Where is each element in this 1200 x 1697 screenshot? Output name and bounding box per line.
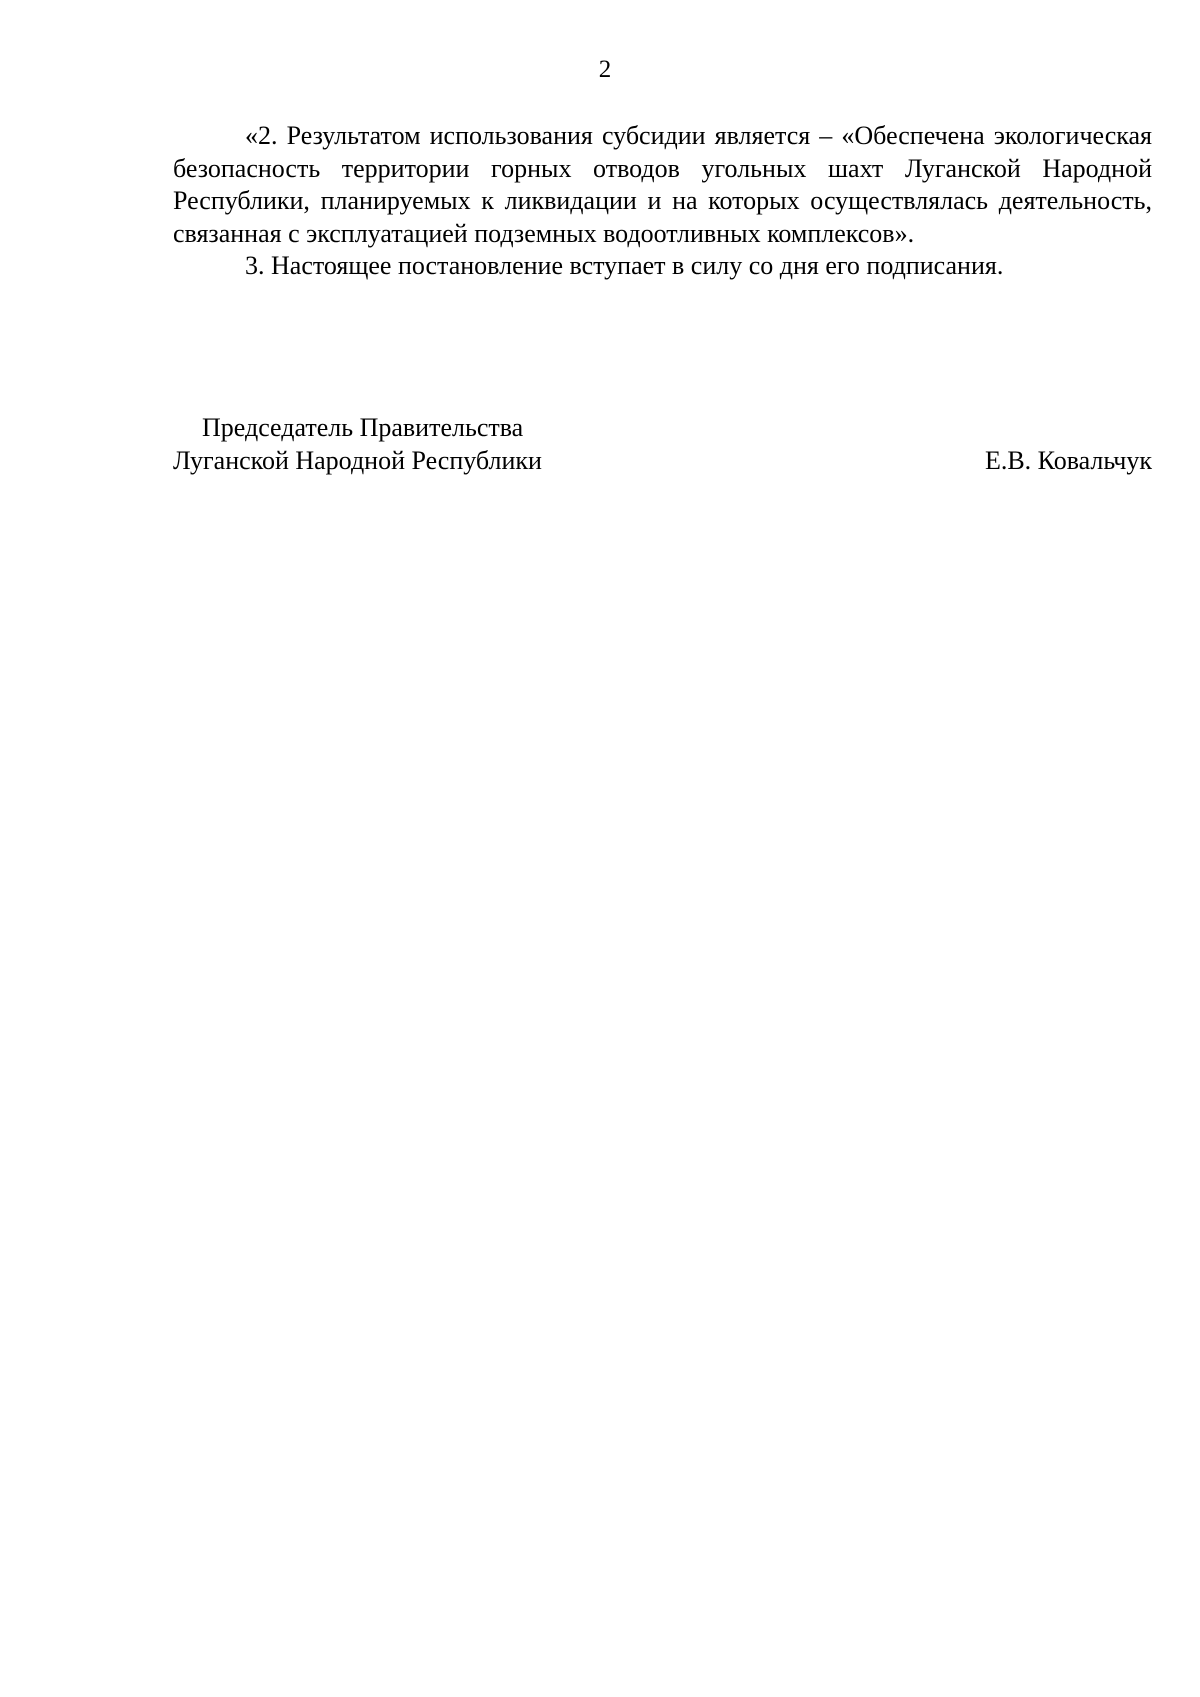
signature-row — [173, 445, 1152, 478]
page-number: 2 — [598, 56, 612, 83]
signatory-position-line2: Луганской Народной Республики — [173, 445, 542, 475]
paragraph-effective-date: 3. Настоящее постановление вступает в силу со дня его подписания. — [245, 251, 1004, 280]
paragraph-subsidy-result: «2. Результатом использования субсидии является – «Обеспечена экологическая безопасность территории горных отводов угольных шахт Луганской Народной Республики, планируемых к ликвидации и на которых осуществлялась деятельность, связанная с эксплуатацией подземных водоотливных комплексов». — [173, 121, 1152, 248]
signatory-name: Е.В. Ковальчук — [984, 445, 1152, 475]
document-body — [173, 120, 1152, 283]
signature-block — [173, 412, 1152, 477]
signatory-position-line1: Председатель Правительства — [202, 413, 524, 442]
